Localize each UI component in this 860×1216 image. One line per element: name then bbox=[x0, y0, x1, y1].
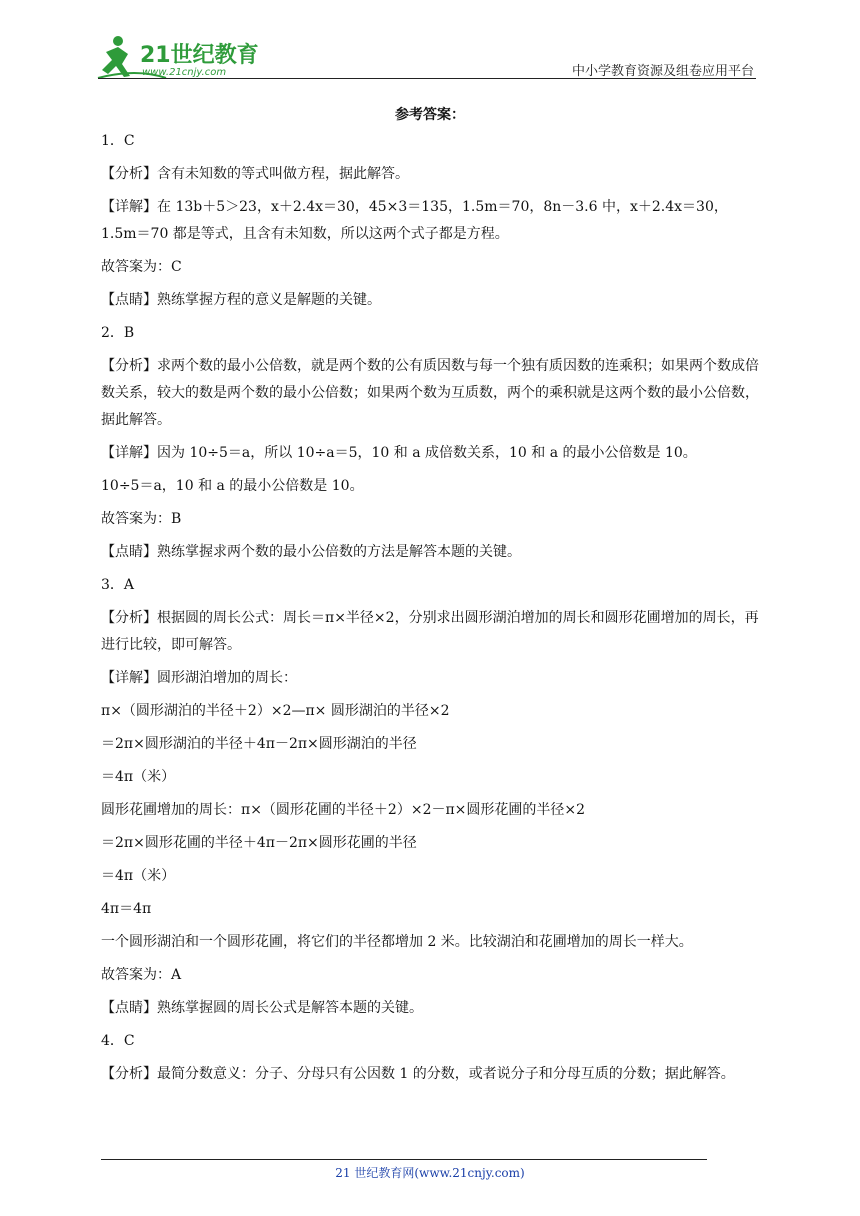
logo-url: www.21cnjy.com bbox=[142, 67, 227, 78]
footer-text: 21 世纪教育网(www.21cnjy.com) bbox=[335, 1166, 525, 1180]
answer-line: 【点睛】熟练掌握圆的周长公式是解答本题的关键。 bbox=[101, 1000, 423, 1016]
answer-line: 故答案为：B bbox=[101, 511, 182, 527]
answer-line: 圆形花圃增加的周长：π×（圆形花圃的半径＋2）×2－π×圆形花圃的半径×2 bbox=[101, 802, 586, 818]
answer-line: 【分析】根据圆的周长公式：周长＝π×半径×2，分别求出圆形湖泊增加的周长和圆形花圃增加的周长，再进行比较，即可解答。 bbox=[101, 610, 759, 653]
answer-line: 【分析】最简分数意义：分子、分母只有公因数 1 的分数，或者说分子和分母互质的分数；据此解答。 bbox=[101, 1066, 735, 1082]
header-platform-text: 中小学教育资源及组卷应用平台 bbox=[571, 64, 754, 79]
answer-line: 3．A bbox=[101, 577, 135, 593]
answer-line: 4π＝4π bbox=[101, 901, 152, 917]
answer-line: 故答案为：C bbox=[101, 259, 182, 275]
answer-line: 4．C bbox=[101, 1033, 135, 1049]
answer-line: 故答案为：A bbox=[101, 967, 182, 983]
page-header bbox=[0, 0, 860, 90]
page-title: 参考答案： bbox=[395, 107, 465, 123]
answer-line: 【详解】在 13b＋5＞23，x＋2.4x＝30，45×3＝135，1.5m＝70，8n－3.6 中，x＋2.4x＝30，1.5m＝70 都是等式，且含有未知数，所以这两个式子都是方程。 bbox=[101, 199, 728, 242]
answer-line: 一个圆形湖泊和一个圆形花圃，将它们的半径都增加 2 米。比较湖泊和花圃增加的周长一样大。 bbox=[101, 934, 693, 950]
answer-line: ＝2π×圆形湖泊的半径＋4π－2π×圆形湖泊的半径 bbox=[101, 736, 417, 752]
answer-line: 【点睛】熟练掌握方程的意义是解题的关键。 bbox=[101, 292, 381, 308]
answer-line: 【详解】圆形湖泊增加的周长： bbox=[101, 670, 297, 686]
answer-line: 【分析】含有未知数的等式叫做方程，据此解答。 bbox=[101, 166, 409, 182]
logo-text: 21世纪教育 bbox=[140, 43, 259, 68]
answer-line: ＝4π（米） bbox=[101, 769, 176, 785]
answer-content bbox=[101, 125, 763, 1091]
answer-line: ＝4π（米） bbox=[101, 868, 176, 884]
answer-line: 2．B bbox=[101, 325, 135, 341]
footer-divider bbox=[101, 1159, 707, 1160]
answer-line: 【点睛】熟练掌握求两个数的最小公倍数的方法是解答本题的关键。 bbox=[101, 544, 521, 560]
answer-line: 1．C bbox=[101, 133, 135, 149]
answer-line: 【分析】求两个数的最小公倍数，就是两个数的公有质因数与每一个独有质因数的连乘积；如果两个数成倍数关系，较大的数是两个数的最小公倍数；如果两个数为互质数，两个的乘积就是这两个数的最小公倍数，据此解答。 bbox=[101, 358, 759, 428]
answer-line: π×（圆形湖泊的半径＋2）×2—π× 圆形湖泊的半径×2 bbox=[101, 703, 450, 719]
answer-line: ＝2π×圆形花圃的半径＋4π－2π×圆形花圃的半径 bbox=[101, 835, 417, 851]
answer-line: 10÷5＝a，10 和 a 的最小公倍数是 10。 bbox=[101, 478, 364, 494]
header-divider bbox=[98, 78, 756, 79]
answer-line: 【详解】因为 10÷5＝a，所以 10÷a＝5，10 和 a 成倍数关系，10 和 a 的最小公倍数是 10。 bbox=[101, 445, 697, 461]
logo bbox=[96, 32, 266, 82]
